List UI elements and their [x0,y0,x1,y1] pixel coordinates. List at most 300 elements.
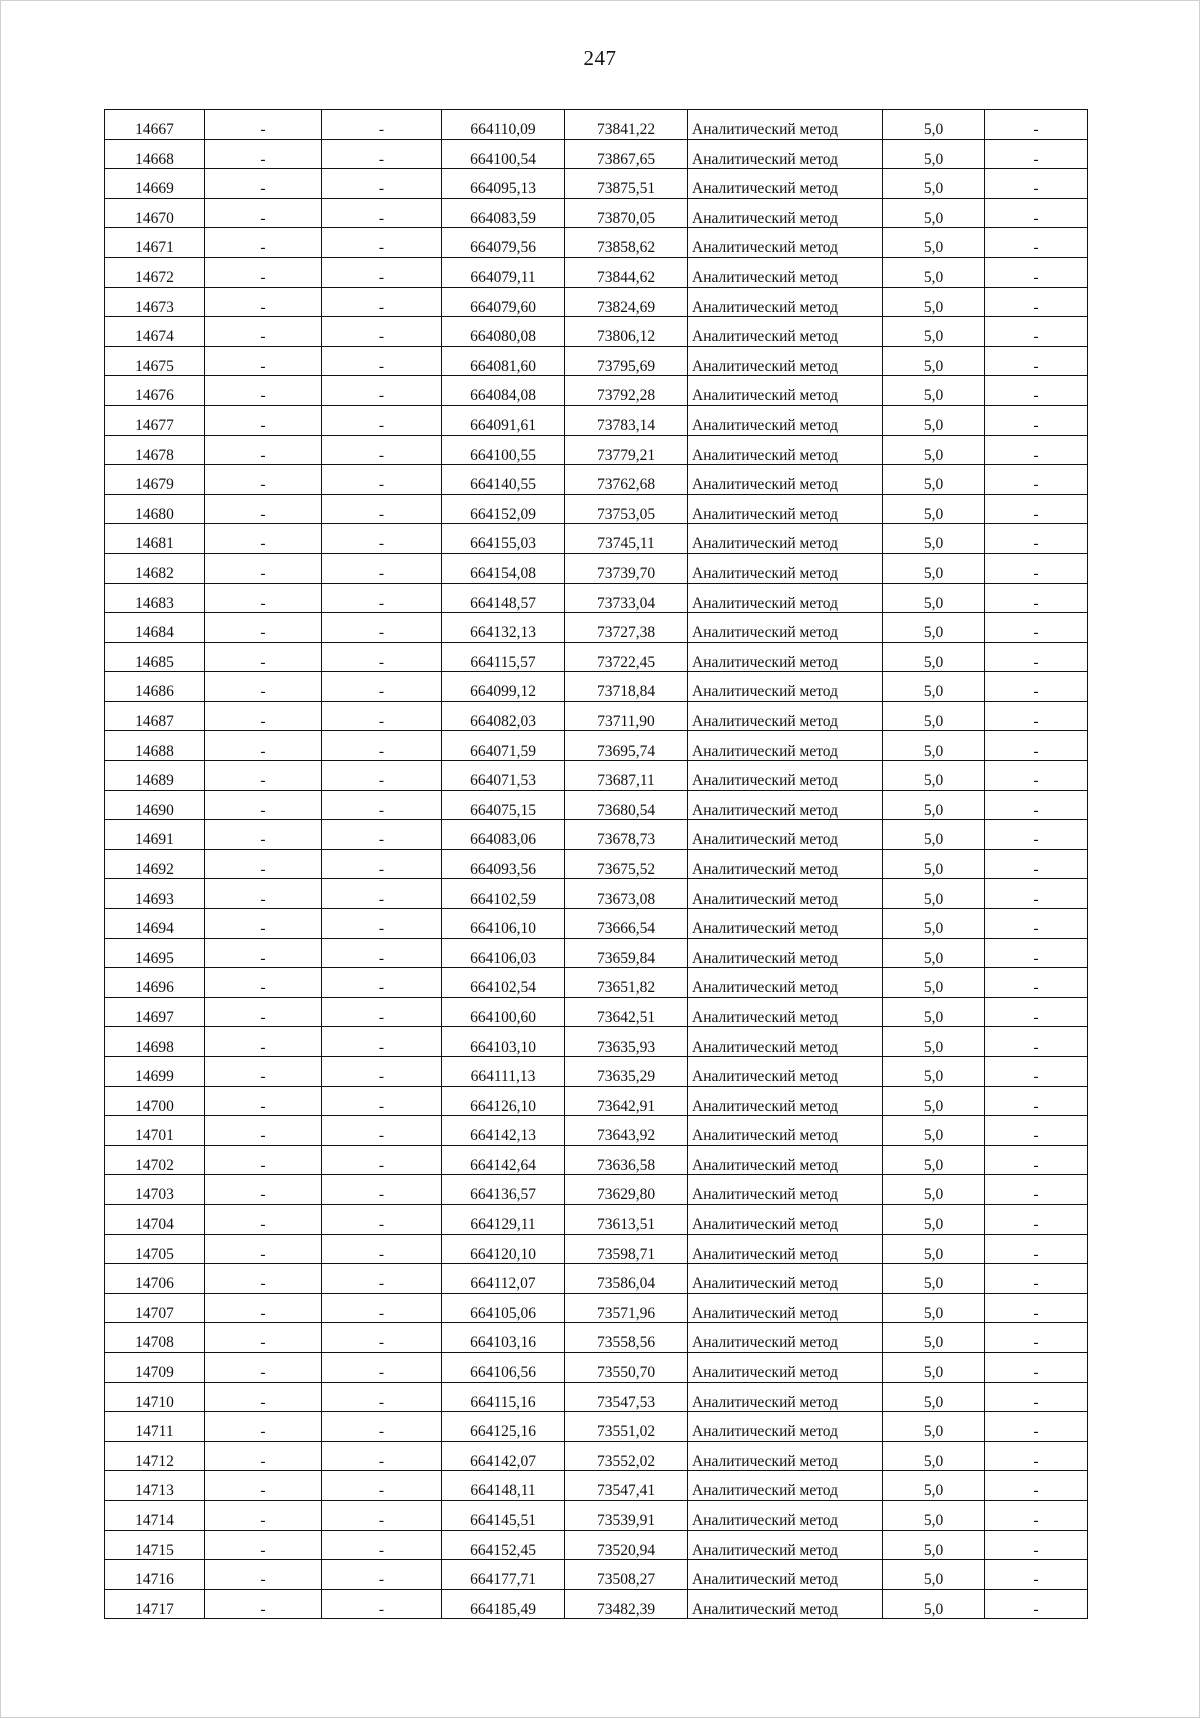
accuracy-cell: 5,0 [883,909,985,939]
dash-cell: - [322,494,442,524]
accuracy-cell: 5,0 [883,198,985,228]
dash-cell: - [985,761,1088,791]
method-cell: Аналитический метод [688,909,883,939]
method-cell: Аналитический метод [688,1293,883,1323]
method-cell: Аналитический метод [688,257,883,287]
table-row [105,849,1088,879]
dash-cell: - [205,257,322,287]
point-number-cell: 14699 [105,1057,205,1087]
x-coordinate-cell: 664140,55 [442,465,565,495]
method-cell: Аналитический метод [688,553,883,583]
dash-cell: - [985,968,1088,998]
y-coordinate-cell: 73643,92 [565,1116,688,1146]
table-row [105,909,1088,939]
table-row [105,790,1088,820]
dash-cell: - [205,731,322,761]
table-row [105,1323,1088,1353]
accuracy-cell: 5,0 [883,1264,985,1294]
method-cell: Аналитический метод [688,583,883,613]
x-coordinate-cell: 664106,56 [442,1352,565,1382]
method-cell: Аналитический метод [688,761,883,791]
x-coordinate-cell: 664081,60 [442,346,565,376]
method-cell: Аналитический метод [688,1412,883,1442]
accuracy-cell: 5,0 [883,820,985,850]
method-cell: Аналитический метод [688,1086,883,1116]
x-coordinate-cell: 664103,10 [442,1027,565,1057]
table-row [105,1234,1088,1264]
table-row [105,524,1088,554]
dash-cell: - [205,909,322,939]
dash-cell: - [985,909,1088,939]
point-number-cell: 14714 [105,1500,205,1530]
point-number-cell: 14679 [105,465,205,495]
accuracy-cell: 5,0 [883,938,985,968]
dash-cell: - [205,968,322,998]
dash-cell: - [205,553,322,583]
table-row [105,583,1088,613]
dash-cell: - [205,524,322,554]
point-number-cell: 14693 [105,879,205,909]
dash-cell: - [322,1589,442,1619]
accuracy-cell: 5,0 [883,317,985,347]
y-coordinate-cell: 73635,29 [565,1057,688,1087]
dash-cell: - [322,1175,442,1205]
table-row [105,198,1088,228]
method-cell: Аналитический метод [688,820,883,850]
dash-cell: - [205,1323,322,1353]
x-coordinate-cell: 664095,13 [442,169,565,199]
dash-cell: - [205,1234,322,1264]
x-coordinate-cell: 664154,08 [442,553,565,583]
dash-cell: - [322,405,442,435]
accuracy-cell: 5,0 [883,405,985,435]
x-coordinate-cell: 664152,09 [442,494,565,524]
dash-cell: - [205,820,322,850]
dash-cell: - [205,198,322,228]
x-coordinate-cell: 664106,10 [442,909,565,939]
dash-cell: - [205,1530,322,1560]
y-coordinate-cell: 73539,91 [565,1500,688,1530]
x-coordinate-cell: 664099,12 [442,672,565,702]
dash-cell: - [322,790,442,820]
table-row [105,997,1088,1027]
dash-cell: - [985,257,1088,287]
accuracy-cell: 5,0 [883,1116,985,1146]
dash-cell: - [322,820,442,850]
y-coordinate-cell: 73642,91 [565,1086,688,1116]
method-cell: Аналитический метод [688,287,883,317]
x-coordinate-cell: 664083,59 [442,198,565,228]
x-coordinate-cell: 664093,56 [442,849,565,879]
dash-cell: - [985,1175,1088,1205]
x-coordinate-cell: 664112,07 [442,1264,565,1294]
x-coordinate-cell: 664132,13 [442,613,565,643]
point-number-cell: 14700 [105,1086,205,1116]
dash-cell: - [205,613,322,643]
table-row [105,1412,1088,1442]
accuracy-cell: 5,0 [883,1057,985,1087]
dash-cell: - [322,731,442,761]
dash-cell: - [985,376,1088,406]
dash-cell: - [985,1116,1088,1146]
method-cell: Аналитический метод [688,465,883,495]
x-coordinate-cell: 664071,59 [442,731,565,761]
table-row [105,1175,1088,1205]
accuracy-cell: 5,0 [883,731,985,761]
point-number-cell: 14689 [105,761,205,791]
method-cell: Аналитический метод [688,613,883,643]
accuracy-cell: 5,0 [883,1027,985,1057]
point-number-cell: 14680 [105,494,205,524]
method-cell: Аналитический метод [688,1382,883,1412]
y-coordinate-cell: 73824,69 [565,287,688,317]
y-coordinate-cell: 73550,70 [565,1352,688,1382]
dash-cell: - [985,228,1088,258]
dash-cell: - [322,465,442,495]
accuracy-cell: 5,0 [883,790,985,820]
y-coordinate-cell: 73659,84 [565,938,688,968]
point-number-cell: 14694 [105,909,205,939]
x-coordinate-cell: 664185,49 [442,1589,565,1619]
x-coordinate-cell: 664155,03 [442,524,565,554]
table-row [105,1589,1088,1619]
dash-cell: - [322,1441,442,1471]
dash-cell: - [985,524,1088,554]
y-coordinate-cell: 73571,96 [565,1293,688,1323]
y-coordinate-cell: 73508,27 [565,1560,688,1590]
dash-cell: - [205,376,322,406]
point-number-cell: 14675 [105,346,205,376]
dash-cell: - [205,435,322,465]
dash-cell: - [322,1352,442,1382]
table-row [105,613,1088,643]
point-number-cell: 14712 [105,1441,205,1471]
dash-cell: - [205,1500,322,1530]
y-coordinate-cell: 73745,11 [565,524,688,554]
y-coordinate-cell: 73558,56 [565,1323,688,1353]
table-row [105,257,1088,287]
method-cell: Аналитический метод [688,1560,883,1590]
table-row [105,1500,1088,1530]
dash-cell: - [322,1500,442,1530]
x-coordinate-cell: 664115,16 [442,1382,565,1412]
x-coordinate-cell: 664125,16 [442,1412,565,1442]
dash-cell: - [985,435,1088,465]
dash-cell: - [322,1412,442,1442]
dash-cell: - [985,879,1088,909]
dash-cell: - [205,346,322,376]
method-cell: Аналитический метод [688,968,883,998]
point-number-cell: 14684 [105,613,205,643]
x-coordinate-cell: 664142,13 [442,1116,565,1146]
method-cell: Аналитический метод [688,435,883,465]
x-coordinate-cell: 664079,56 [442,228,565,258]
x-coordinate-cell: 664102,59 [442,879,565,909]
dash-cell: - [985,287,1088,317]
table-body [105,110,1088,1619]
accuracy-cell: 5,0 [883,435,985,465]
method-cell: Аналитический метод [688,1204,883,1234]
accuracy-cell: 5,0 [883,1293,985,1323]
dash-cell: - [985,1234,1088,1264]
method-cell: Аналитический метод [688,1441,883,1471]
method-cell: Аналитический метод [688,1500,883,1530]
dash-cell: - [985,701,1088,731]
table-row [105,731,1088,761]
table-row [105,879,1088,909]
point-number-cell: 14717 [105,1589,205,1619]
dash-cell: - [322,938,442,968]
x-coordinate-cell: 664148,11 [442,1471,565,1501]
dash-cell: - [322,169,442,199]
point-number-cell: 14713 [105,1471,205,1501]
point-number-cell: 14672 [105,257,205,287]
y-coordinate-cell: 73680,54 [565,790,688,820]
dash-cell: - [985,317,1088,347]
dash-cell: - [205,317,322,347]
y-coordinate-cell: 73642,51 [565,997,688,1027]
table-row [105,465,1088,495]
dash-cell: - [985,169,1088,199]
dash-cell: - [322,1560,442,1590]
y-coordinate-cell: 73739,70 [565,553,688,583]
dash-cell: - [985,1145,1088,1175]
point-number-cell: 14703 [105,1175,205,1205]
method-cell: Аналитический метод [688,997,883,1027]
x-coordinate-cell: 664145,51 [442,1500,565,1530]
point-number-cell: 14705 [105,1234,205,1264]
accuracy-cell: 5,0 [883,1441,985,1471]
dash-cell: - [985,1264,1088,1294]
accuracy-cell: 5,0 [883,879,985,909]
dash-cell: - [985,1086,1088,1116]
table-row [105,761,1088,791]
y-coordinate-cell: 73875,51 [565,169,688,199]
dash-cell: - [322,1382,442,1412]
table-row [105,1441,1088,1471]
dash-cell: - [322,553,442,583]
y-coordinate-cell: 73722,45 [565,642,688,672]
method-cell: Аналитический метод [688,1530,883,1560]
point-number-cell: 14671 [105,228,205,258]
y-coordinate-cell: 73552,02 [565,1441,688,1471]
x-coordinate-cell: 664071,53 [442,761,565,791]
dash-cell: - [985,198,1088,228]
dash-cell: - [985,139,1088,169]
point-number-cell: 14683 [105,583,205,613]
x-coordinate-cell: 664120,10 [442,1234,565,1264]
x-coordinate-cell: 664091,61 [442,405,565,435]
y-coordinate-cell: 73551,02 [565,1412,688,1442]
dash-cell: - [205,938,322,968]
point-number-cell: 14677 [105,405,205,435]
y-coordinate-cell: 73547,41 [565,1471,688,1501]
table-row [105,1530,1088,1560]
x-coordinate-cell: 664126,10 [442,1086,565,1116]
method-cell: Аналитический метод [688,790,883,820]
y-coordinate-cell: 73733,04 [565,583,688,613]
dash-cell: - [985,938,1088,968]
accuracy-cell: 5,0 [883,524,985,554]
accuracy-cell: 5,0 [883,1530,985,1560]
dash-cell: - [322,228,442,258]
x-coordinate-cell: 664102,54 [442,968,565,998]
dash-cell: - [322,1086,442,1116]
point-number-cell: 14697 [105,997,205,1027]
dash-cell: - [205,849,322,879]
dash-cell: - [205,1382,322,1412]
y-coordinate-cell: 73598,71 [565,1234,688,1264]
table-row [105,1264,1088,1294]
point-number-cell: 14706 [105,1264,205,1294]
method-cell: Аналитический метод [688,731,883,761]
dash-cell: - [985,1530,1088,1560]
dash-cell: - [205,583,322,613]
dash-cell: - [985,405,1088,435]
dash-cell: - [985,820,1088,850]
dash-cell: - [985,1027,1088,1057]
y-coordinate-cell: 73783,14 [565,405,688,435]
table-row [105,376,1088,406]
dash-cell: - [985,790,1088,820]
method-cell: Аналитический метод [688,228,883,258]
dash-cell: - [205,1086,322,1116]
dash-cell: - [205,672,322,702]
accuracy-cell: 5,0 [883,613,985,643]
y-coordinate-cell: 73844,62 [565,257,688,287]
accuracy-cell: 5,0 [883,228,985,258]
x-coordinate-cell: 664080,08 [442,317,565,347]
dash-cell: - [322,1293,442,1323]
table-row [105,938,1088,968]
table-row [105,701,1088,731]
dash-cell: - [322,110,442,140]
dash-cell: - [985,1352,1088,1382]
dash-cell: - [322,257,442,287]
dash-cell: - [985,1560,1088,1590]
table-row [105,405,1088,435]
dash-cell: - [322,376,442,406]
point-number-cell: 14673 [105,287,205,317]
method-cell: Аналитический метод [688,1116,883,1146]
accuracy-cell: 5,0 [883,257,985,287]
dash-cell: - [322,1530,442,1560]
table-row [105,139,1088,169]
method-cell: Аналитический метод [688,1175,883,1205]
x-coordinate-cell: 664177,71 [442,1560,565,1590]
table-row [105,1352,1088,1382]
dash-cell: - [205,494,322,524]
y-coordinate-cell: 73753,05 [565,494,688,524]
table-row [105,1057,1088,1087]
method-cell: Аналитический метод [688,317,883,347]
dash-cell: - [205,1412,322,1442]
dash-cell: - [322,346,442,376]
accuracy-cell: 5,0 [883,642,985,672]
accuracy-cell: 5,0 [883,1323,985,1353]
y-coordinate-cell: 73666,54 [565,909,688,939]
dash-cell: - [205,228,322,258]
point-number-cell: 14685 [105,642,205,672]
accuracy-cell: 5,0 [883,1145,985,1175]
coordinates-table [104,109,1088,1619]
y-coordinate-cell: 73841,22 [565,110,688,140]
dash-cell: - [322,1264,442,1294]
accuracy-cell: 5,0 [883,287,985,317]
table-row [105,1145,1088,1175]
accuracy-cell: 5,0 [883,376,985,406]
dash-cell: - [205,287,322,317]
x-coordinate-cell: 664100,54 [442,139,565,169]
y-coordinate-cell: 73547,53 [565,1382,688,1412]
accuracy-cell: 5,0 [883,583,985,613]
dash-cell: - [205,1145,322,1175]
accuracy-cell: 5,0 [883,1500,985,1530]
dash-cell: - [322,909,442,939]
y-coordinate-cell: 73792,28 [565,376,688,406]
accuracy-cell: 5,0 [883,1204,985,1234]
dash-cell: - [205,1116,322,1146]
y-coordinate-cell: 73636,58 [565,1145,688,1175]
dash-cell: - [205,1560,322,1590]
dash-cell: - [322,1204,442,1234]
dash-cell: - [985,1441,1088,1471]
dash-cell: - [322,139,442,169]
accuracy-cell: 5,0 [883,110,985,140]
accuracy-cell: 5,0 [883,968,985,998]
dash-cell: - [322,435,442,465]
dash-cell: - [205,1264,322,1294]
dash-cell: - [322,642,442,672]
dash-cell: - [205,1175,322,1205]
point-number-cell: 14716 [105,1560,205,1590]
dash-cell: - [205,1441,322,1471]
dash-cell: - [985,465,1088,495]
accuracy-cell: 5,0 [883,672,985,702]
table-row [105,169,1088,199]
method-cell: Аналитический метод [688,701,883,731]
dash-cell: - [985,1412,1088,1442]
method-cell: Аналитический метод [688,642,883,672]
point-number-cell: 14690 [105,790,205,820]
dash-cell: - [322,524,442,554]
y-coordinate-cell: 73651,82 [565,968,688,998]
accuracy-cell: 5,0 [883,997,985,1027]
x-coordinate-cell: 664142,64 [442,1145,565,1175]
accuracy-cell: 5,0 [883,1175,985,1205]
method-cell: Аналитический метод [688,346,883,376]
method-cell: Аналитический метод [688,494,883,524]
point-number-cell: 14708 [105,1323,205,1353]
dash-cell: - [205,761,322,791]
point-number-cell: 14676 [105,376,205,406]
method-cell: Аналитический метод [688,1027,883,1057]
point-number-cell: 14701 [105,1116,205,1146]
y-coordinate-cell: 73613,51 [565,1204,688,1234]
point-number-cell: 14682 [105,553,205,583]
dash-cell: - [322,287,442,317]
dash-cell: - [205,139,322,169]
dash-cell: - [322,879,442,909]
dash-cell: - [205,1589,322,1619]
accuracy-cell: 5,0 [883,346,985,376]
dash-cell: - [322,317,442,347]
dash-cell: - [985,1204,1088,1234]
accuracy-cell: 5,0 [883,1352,985,1382]
dash-cell: - [322,997,442,1027]
dash-cell: - [985,1500,1088,1530]
x-coordinate-cell: 664082,03 [442,701,565,731]
